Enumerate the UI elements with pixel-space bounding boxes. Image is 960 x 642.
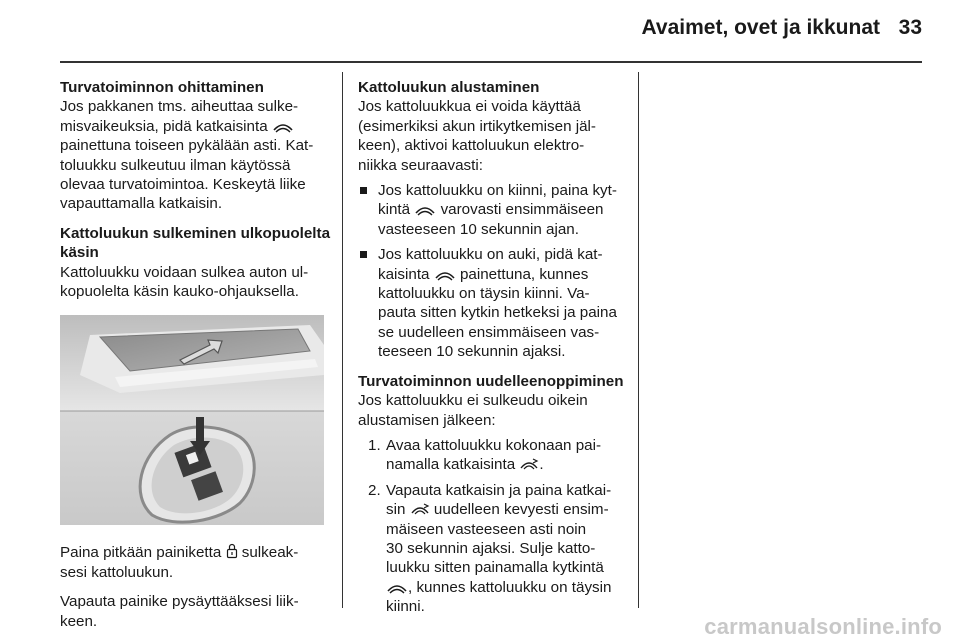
text-line: kopuolelta käsin kauko-ohjauksella. — [60, 283, 299, 301]
text-line: painettuna toiseen pykälään asti. Kat- — [60, 137, 314, 155]
list-item — [358, 181, 626, 239]
sunroof-close-switch-icon — [434, 269, 456, 281]
list-item — [358, 245, 626, 361]
text-line: Vapauta painike pysäyttääksesi liik- — [60, 593, 299, 611]
text-line: kattoluukku on täysin kiinni. Va- — [378, 285, 590, 303]
text-line: 30 sekunnin ajaksi. Sulje katto- — [386, 539, 596, 557]
text-line: Jos kattoluukkua ei voida käyttää — [358, 98, 581, 116]
list-item — [358, 436, 626, 475]
text-line: Jos pakkanen tms. aiheuttaa sulke- — [60, 98, 299, 116]
text-line: Jos kattoluukku ei sulkeudu oikein — [358, 392, 588, 410]
section-heading: Turvatoiminnon ohittaminen — [60, 79, 264, 96]
text-line: kiinni. — [386, 598, 425, 616]
text-line: vasteeseen 10 sekunnin ajan. — [378, 220, 579, 238]
text-line: mäiseen vasteeseen asti noin — [386, 520, 587, 538]
section-initialization — [358, 78, 626, 362]
section-bypass-safety — [60, 78, 328, 214]
text-line: niikka seuraavasti: — [358, 156, 483, 174]
text-line: Paina pitkään painiketta — [60, 544, 222, 562]
text-line: Vapauta katkaisin ja paina katkai- — [386, 481, 612, 499]
section-heading: Turvatoiminnon uudelleenoppiminen — [358, 372, 624, 390]
text-line: alustamisen jälkeen: — [358, 411, 496, 429]
bullet-square-icon — [360, 251, 367, 258]
key-remote-illustration — [60, 315, 324, 525]
caption-release-button — [60, 592, 328, 631]
text-line: keen. — [60, 612, 98, 630]
page-number: 33 — [898, 16, 922, 39]
text-line: Jos kattoluukku on auki, pidä kat- — [378, 246, 603, 264]
text-line: toluukku sulkeutuu ilman käytössä — [60, 156, 291, 174]
text-line: . — [539, 456, 544, 474]
text-line: Jos kattoluukku on kiinni, paina kyt- — [378, 182, 617, 200]
text-line: pauta sitten kytkin hetkeksi ja paina — [378, 304, 617, 322]
text-line: (esimerkiksi akun irtikytkemisen jäl- — [358, 117, 596, 135]
text-line: keen), aktivoi kattoluukun elektro- — [358, 137, 585, 155]
column-divider — [638, 72, 639, 608]
section-relearn-safety — [358, 372, 626, 617]
sunroof-close-switch-icon — [272, 121, 294, 133]
text-line: sin — [386, 501, 406, 519]
step-number: 1. — [368, 436, 381, 454]
text-line: sulkeak- — [241, 544, 299, 562]
text-line: Kattoluukku voidaan sulkea auton ul- — [60, 263, 309, 281]
illustration-graphic — [60, 315, 324, 525]
text-line: teeseen 10 sekunnin ajaksi. — [378, 343, 566, 361]
step-number: 2. — [368, 481, 381, 499]
text-line: uudelleen kevyesti ensim- — [433, 501, 609, 519]
watermark: carmanualsonline.info — [704, 614, 942, 639]
text-line: sesi kattoluukun. — [60, 563, 174, 581]
text-line: kaisinta — [378, 265, 430, 283]
bullet-square-icon — [360, 187, 367, 194]
text-line: Avaa kattoluukku kokonaan pai- — [386, 436, 602, 454]
text-line: namalla katkaisinta — [386, 456, 516, 474]
sunroof-close-switch-icon — [386, 582, 408, 594]
caption-press-button — [60, 543, 328, 582]
column-left — [60, 78, 331, 631]
sunroof-open-switch-icon — [410, 502, 430, 516]
sunroof-close-switch-icon — [414, 204, 436, 216]
key-lock-button-icon — [226, 543, 238, 559]
header-title: Avaimet, ovet ja ikkunat — [641, 16, 880, 39]
section-heading: Kattoluukun alustaminen — [358, 79, 540, 96]
text-line: olevaa turvatoimintoa. Keskeytä liike — [60, 176, 306, 194]
list-item — [358, 481, 626, 617]
text-line: se uudelleen ensimmäiseen vas- — [378, 323, 600, 341]
text-line: , kunnes kattoluukku on täysin — [408, 578, 612, 596]
column-divider — [342, 72, 343, 608]
section-manual-close — [60, 224, 331, 302]
text-line: luukku sitten painamalla kytkintä — [386, 559, 604, 577]
text-line: misvaikeuksia, pidä katkaisinta — [60, 117, 268, 135]
section-heading: käsin — [60, 244, 99, 262]
text-line: vapauttamalla katkaisin. — [60, 195, 223, 213]
column-middle — [358, 78, 626, 623]
text-line: varovasti ensimmäiseen — [440, 201, 604, 219]
header-rule — [60, 61, 922, 63]
section-heading: Kattoluukun sulkeminen ulkopuolelta — [60, 224, 331, 242]
text-line: kintä — [378, 201, 411, 219]
sunroof-open-switch-icon — [519, 457, 539, 471]
text-line: painettuna, kunnes — [459, 265, 589, 283]
